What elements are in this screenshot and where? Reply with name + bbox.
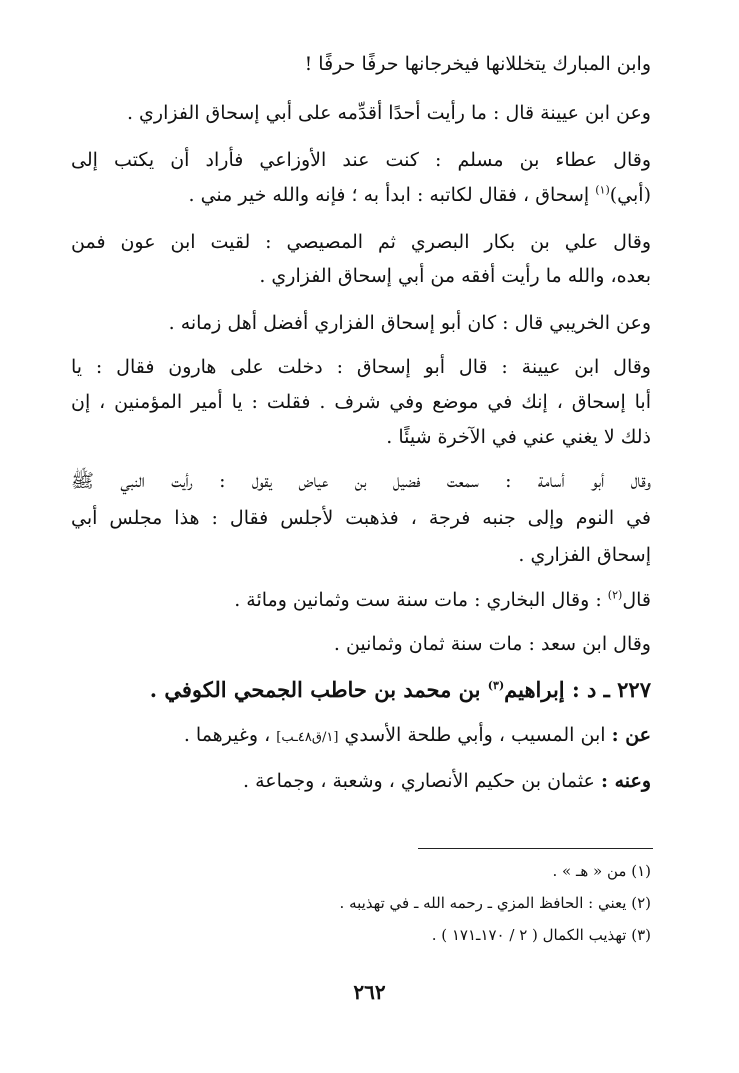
manuscript-ref: [١/ق٤٨ـب]: [276, 730, 339, 745]
text-line-3: وقال عطاء بن مسلم : كنت عند الأوزاعي فأراد أن يكتب إلى: [71, 149, 651, 171]
entry-heading: [71, 676, 651, 704]
text-line-4: [71, 181, 651, 209]
teachers-label: عن :: [611, 724, 651, 746]
text-line-6: بعده، والله ما رأيت أفقه من أبي إسحاق الفزاري .: [259, 265, 651, 287]
footnote-ref-2: (٢): [607, 588, 623, 602]
students-list: عثمان بن حكيم الأنصاري ، وشعبة ، وجماعة .: [242, 770, 601, 792]
text-line-students: [71, 767, 651, 795]
text-line-15: وقال ابن سعد : مات سنة ثمان وثمانين .: [333, 633, 651, 655]
text-line-10: ذلك لا يغني عني في الآخرة شيئًا .: [386, 426, 651, 448]
text-line-9: أبا إسحاق ، إنك في موضع وفي شرف . فقلت : يا أمير المؤمنين ، إن: [71, 391, 651, 413]
footnote-ref-3: (٣): [487, 679, 505, 692]
students-label: وعنه :: [600, 770, 651, 792]
text-line-4-rest: إسحاق ، فقال لكاتبه : ابدأ به ؛ فإنه والله خير مني .: [188, 184, 596, 206]
text-line-13: إسحاق الفزاري .: [518, 544, 651, 566]
text-line-11: وقال أبو أسامة : سمعت فضيل بن عياض يقول : رأيت النبي ﷺ: [71, 470, 651, 492]
footnote-divider: [418, 848, 653, 849]
text-line-12: في النوم وإلى جنبه فرجة ، فذهبت لأجلس فقال : هذا مجلس أبي: [71, 507, 651, 529]
text-line-8: وقال ابن عيينة : قال أبو إسحاق : دخلت على هارون فقال : يا: [71, 356, 651, 378]
text-line-2: وعن ابن عيينة قال : ما رأيت أحدًا أقدِّمه على أبي إسحاق الفزاري .: [126, 102, 651, 124]
page-number: ٢٦٢: [353, 980, 386, 1004]
footnote-1: (١) من « هـ » .: [552, 862, 651, 880]
text-line-14: [71, 586, 651, 614]
qala-word: قال: [622, 589, 651, 611]
entry-heading-rest: بن محمد بن حاطب الجمحي الكوفي .: [149, 677, 488, 702]
text-line-7: وعن الخريبي قال : كان أبو إسحاق الفزاري أفضل أهل زمانه .: [168, 312, 651, 334]
footnote-ref-1: (١): [595, 183, 610, 197]
teachers-list: ابن المسيب ، وأبي طلحة الأسدي: [338, 724, 612, 746]
text-line-1: وابن المبارك يتخللانها فيخرجانها حرفًا حرفًا !: [304, 53, 651, 75]
bracketed-word: (أبي): [609, 184, 651, 206]
text-line-teachers: [71, 721, 651, 752]
text-line-14-rest: : وقال البخاري : مات سنة ست وثمانين ومائة .: [234, 589, 608, 611]
text-line-5: وقال علي بن بكار البصري ثم المصيصي : لقيت ابن عون فمن: [71, 231, 651, 253]
entry-heading-start: ٢٢٧ ـ د : إبراهيم: [504, 677, 651, 702]
teachers-list-end: ، وغيرهما .: [183, 724, 277, 746]
footnote-3: (٣) تهذيب الكمال ( ٢ / ١٧٠ـ١٧١ ) .: [431, 926, 651, 944]
footnote-2: (٢) يعني : الحافظ المزي ـ رحمه الله ـ في تهذيبه .: [339, 894, 651, 912]
